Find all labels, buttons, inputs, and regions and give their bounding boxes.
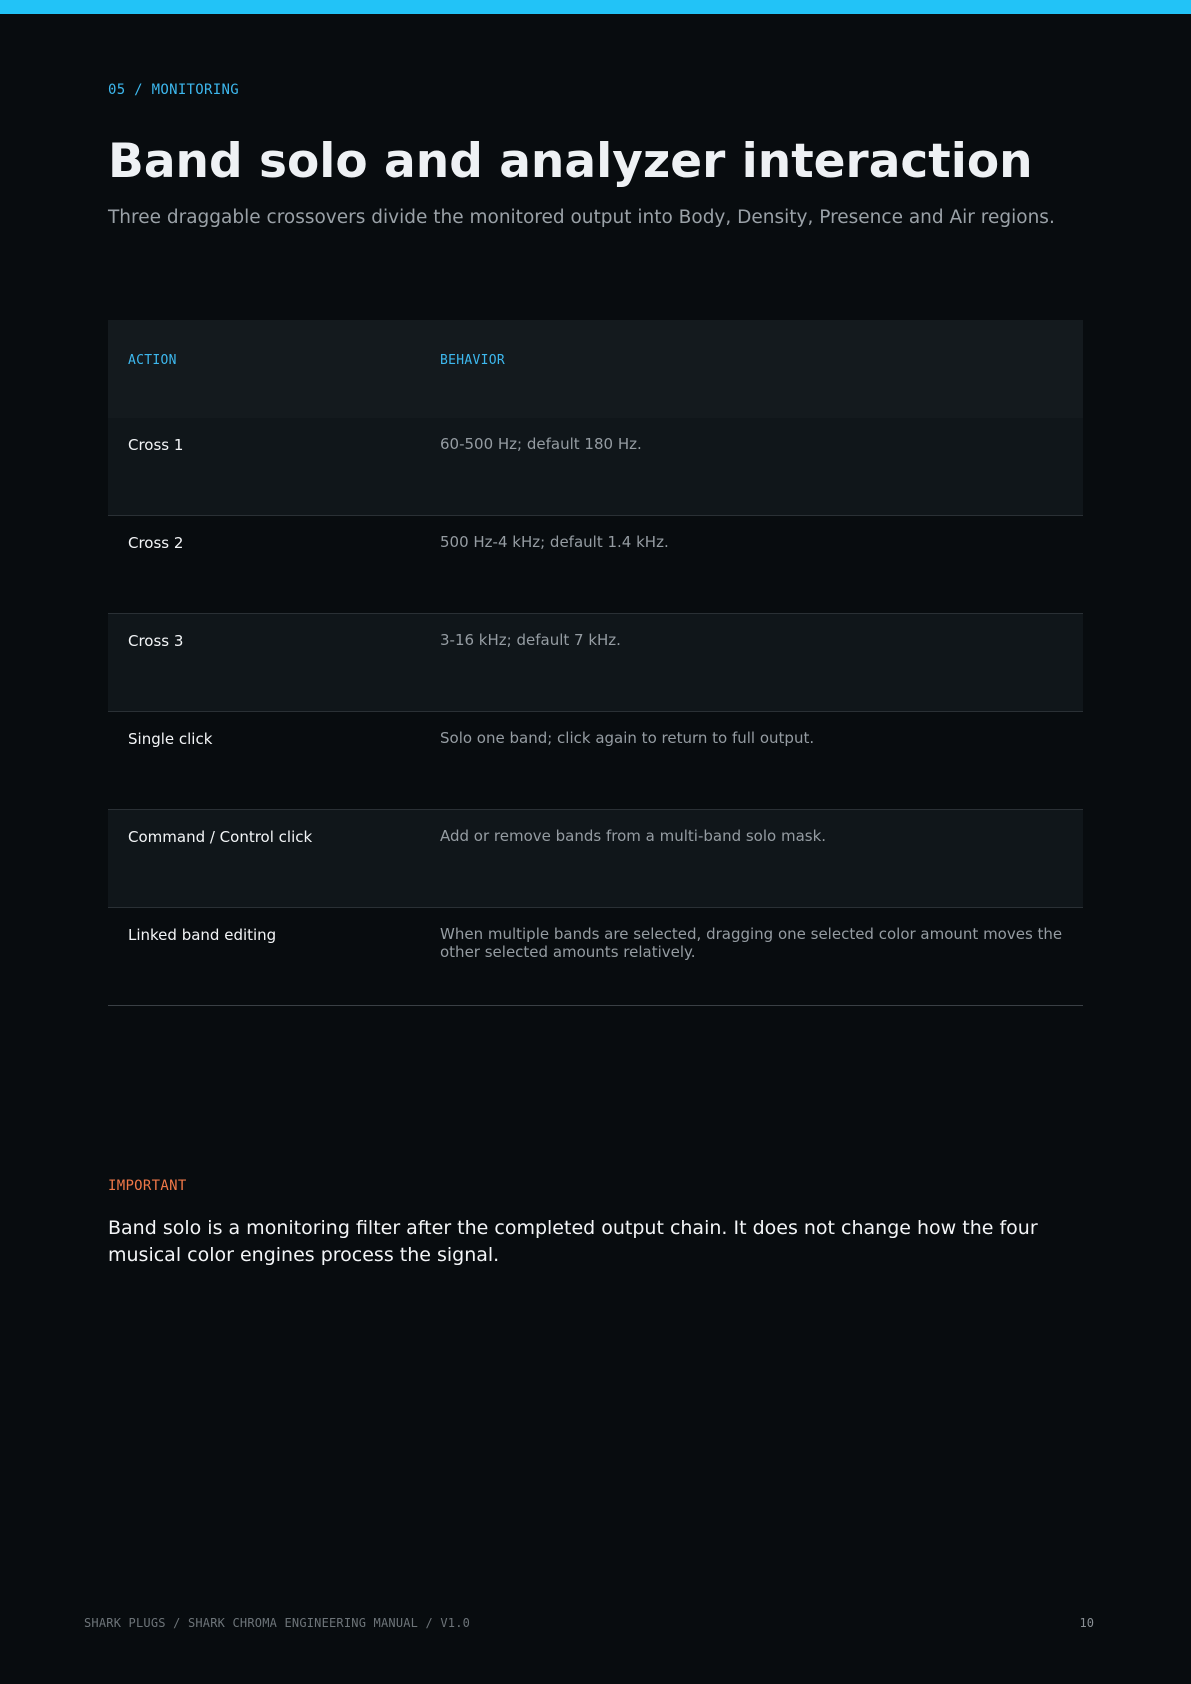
- top-accent-bar: [0, 0, 1191, 14]
- action-behavior-table: [108, 320, 1083, 1006]
- page-number: 10: [1079, 1616, 1094, 1630]
- important-label: IMPORTANT: [108, 1178, 187, 1194]
- table-row: [108, 712, 1083, 810]
- table-row: [108, 418, 1083, 516]
- page-subtitle: Three draggable crossovers divide the monitored output into Body, Density, Presence and Air regions.: [108, 207, 1055, 228]
- action-cell: Cross 3: [128, 632, 184, 650]
- behavior-cell: When multiple bands are selected, dragging one selected color amount moves the other selected amounts relatively.: [440, 925, 1063, 961]
- behavior-cell: 3-16 kHz; default 7 kHz.: [440, 631, 621, 649]
- action-cell: Cross 1: [128, 436, 184, 454]
- section-label: 05 / MONITORING: [108, 82, 239, 98]
- column-header-behavior: BEHAVIOR: [440, 353, 506, 368]
- table-row: [108, 908, 1083, 1006]
- important-text: Band solo is a monitoring filter after the completed output chain. It does not change how the four musical color engines process the signal.: [108, 1217, 1038, 1266]
- behavior-cell: Solo one band; click again to return to full output.: [440, 729, 815, 747]
- column-header-action: ACTION: [128, 353, 177, 368]
- table-row: [108, 516, 1083, 614]
- page-title: Band solo and analyzer interaction: [108, 134, 1033, 189]
- footer-manual-title: SHARK PLUGS / SHARK CHROMA ENGINEERING MANUAL / V1.0: [84, 1616, 471, 1630]
- table-header: [108, 320, 1083, 418]
- behavior-cell: 60-500 Hz; default 180 Hz.: [440, 435, 642, 453]
- behavior-cell: 500 Hz-4 kHz; default 1.4 kHz.: [440, 533, 669, 551]
- action-cell: Linked band editing: [128, 926, 277, 944]
- table-row: [108, 614, 1083, 712]
- action-cell: Single click: [128, 730, 213, 748]
- table-row: [108, 810, 1083, 908]
- action-cell: Cross 2: [128, 534, 184, 552]
- behavior-cell: Add or remove bands from a multi-band solo mask.: [440, 827, 827, 845]
- action-cell: Command / Control click: [128, 828, 313, 846]
